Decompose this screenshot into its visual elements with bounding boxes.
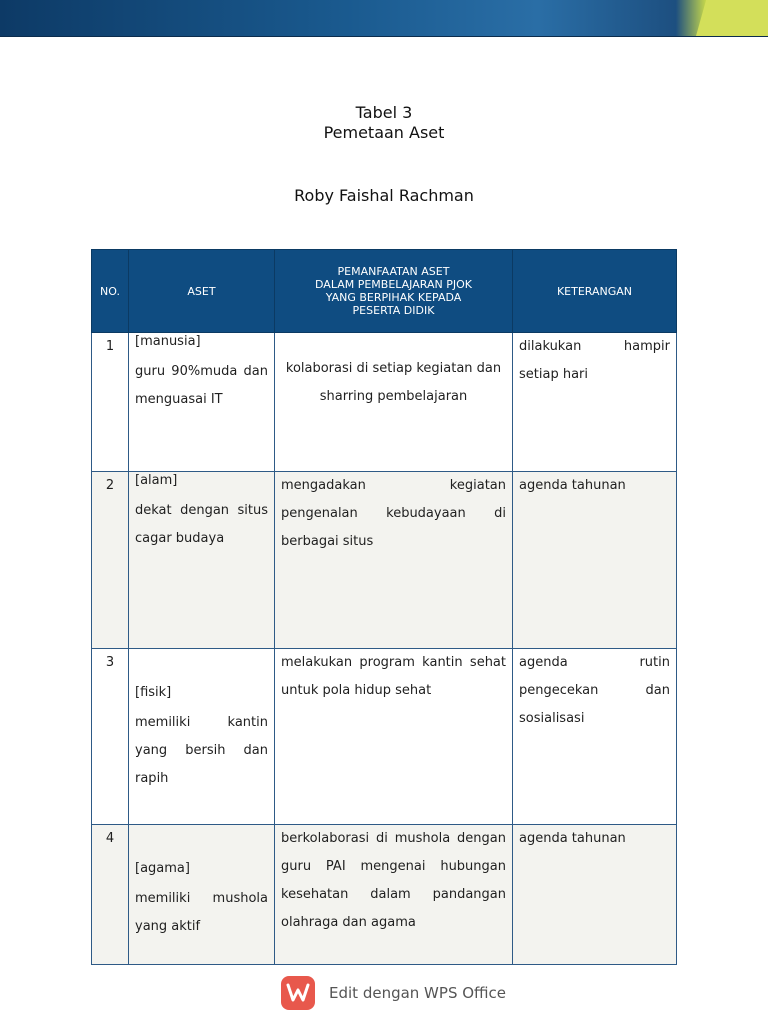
asset-category: [agama] <box>135 861 190 876</box>
row-number: 4 <box>92 825 129 965</box>
asset-description: memiliki mushola yang aktif <box>135 891 268 934</box>
usage-cell: berkolaborasi di mushola dengan guru PAI mengenai hubungan kesehatan dalam pandangan olahraga dan agama <box>275 825 513 965</box>
asset-cell <box>129 472 275 649</box>
column-header-aset: ASET <box>129 250 275 333</box>
asset-description: memiliki kantin yang bersih dan rapih <box>135 715 268 786</box>
table-heading <box>0 103 768 143</box>
row-number: 2 <box>92 472 129 649</box>
note-cell: agenda tahunan <box>513 825 677 965</box>
asset-category: [fisik] <box>135 685 172 700</box>
column-header-keterangan: KETERANGAN <box>513 250 677 333</box>
wps-edit-link[interactable] <box>281 975 506 1011</box>
note-cell: agenda rutin pengecekan dan sosialisasi <box>513 649 677 825</box>
table-row <box>92 825 677 965</box>
row-number: 3 <box>92 649 129 825</box>
table-row <box>92 472 677 649</box>
usage-cell: mengadakan kegiatan pengenalan kebudayaan di berbagai situs <box>275 472 513 649</box>
table-row <box>92 333 677 472</box>
table-label: Tabel 3 <box>355 103 413 122</box>
banner-corner <box>696 0 768 36</box>
table-header-row <box>92 250 677 333</box>
usage-cell: melakukan program kantin sehat untuk pola hidup sehat <box>275 649 513 825</box>
table-row <box>92 649 677 825</box>
wps-w-mark <box>286 982 310 1004</box>
asset-cell <box>129 825 275 965</box>
wps-logo-icon <box>281 976 315 1010</box>
asset-description: guru 90%muda dan menguasai IT <box>135 364 268 407</box>
column-header-no: NO. <box>92 250 129 333</box>
asset-cell <box>129 649 275 825</box>
author-name: Roby Faishal Rachman <box>294 186 474 205</box>
column-header-pemanfaatan: PEMANFAATAN ASET DALAM PEMBELAJARAN PJOK YANG BERPIHAK KEPADA PESERTA DIDIK <box>275 250 513 333</box>
usage-cell: kolaborasi di setiap kegiatan dan sharring pembelajaran <box>275 333 513 472</box>
asset-category: [manusia] <box>135 334 201 349</box>
row-number: 1 <box>92 333 129 472</box>
top-banner <box>0 0 768 36</box>
asset-description: dekat dengan situs cagar budaya <box>135 503 268 546</box>
note-cell: dilakukan hampir setiap hari <box>513 333 677 472</box>
table-title: Pemetaan Aset <box>323 123 445 142</box>
wps-edit-label[interactable]: Edit dengan WPS Office <box>329 984 507 1002</box>
banner-divider <box>0 36 768 37</box>
asset-category: [alam] <box>135 473 178 488</box>
asset-cell <box>129 333 275 472</box>
note-cell: agenda tahunan <box>513 472 677 649</box>
asset-mapping-table <box>91 249 677 965</box>
